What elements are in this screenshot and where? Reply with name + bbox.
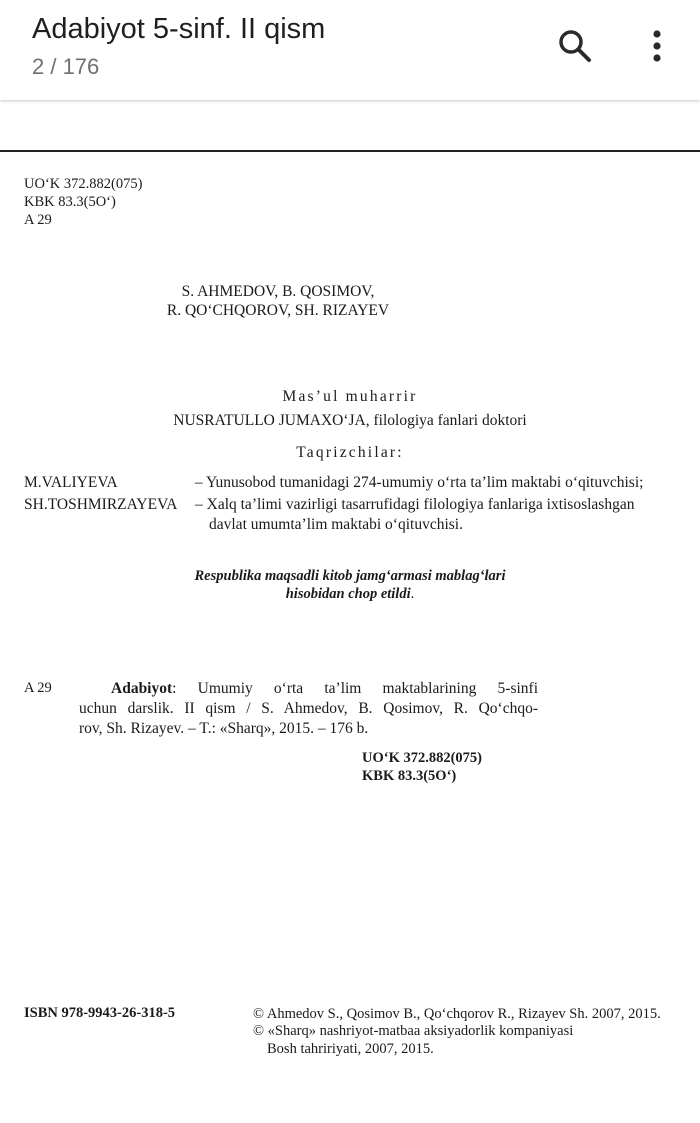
reviewer-2-desc: – Xalq ta’limi vazirligi tasarrufidagi filologiya fanlariga ixtisoslashgan: [195, 496, 635, 513]
app-bar: [0, 0, 700, 100]
catalog-line-1-rest: : Umumiy o‘rta ta’lim maktablarining 5-sinfi: [172, 680, 538, 697]
search-button[interactable]: [551, 22, 599, 70]
reviewer-1-desc: – Yunusobod tumanidagi 274-umumiy o‘rta ta’lim maktabi o‘qituvchisi;: [195, 474, 644, 491]
catalog-title: Adabiyot: [111, 680, 173, 697]
copyright-line-1: © Ahmedov S., Qosimov B., Qo‘chqorov R., Rizayev Sh. 2007, 2015.: [253, 1006, 661, 1022]
editor-title: , filologiya fanlari doktori: [365, 412, 527, 429]
top-catalog-code: A 29: [24, 212, 52, 228]
editor-heading: Mas’ul muharrir: [282, 388, 418, 405]
funding-period: .: [410, 586, 415, 602]
bottom-bbk-code: KBK 83.3(5O‘): [362, 768, 457, 784]
document-title: Adabiyot 5-sinf. II qism: [32, 13, 326, 45]
catalog-code: A 29: [24, 680, 52, 696]
more-options-button[interactable]: [633, 22, 681, 70]
catalog-line-3: rov, Sh. Rizayev. – T.: «Sharq», 2015. – 176 b.: [79, 720, 369, 737]
bottom-udc-code: UO‘K 372.882(075): [362, 750, 483, 766]
copyright-line-2: © «Sharq» nashriyot-matbaa aksiyadorlik kompaniyasi: [253, 1023, 574, 1039]
reviewer-2-desc-cont: davlat umumta’lim maktabi o‘qituvchisi.: [209, 516, 463, 533]
editor-name: NUSRATULLO JUMAXO‘JA: [173, 412, 366, 429]
authors-line-2: R. QO‘CHQOROV, SH. RIZAYEV: [166, 302, 390, 319]
funding-text: hisobidan chop etildi: [285, 586, 411, 602]
copyright-line-3: Bosh tahririyati, 2007, 2015.: [267, 1041, 434, 1057]
page-top-rule: [0, 150, 700, 152]
editor-line: [0, 411, 700, 430]
funding-line-2: [0, 585, 700, 603]
catalog-line-1: [111, 679, 538, 698]
funding-line-1: Respublika maqsadli kitob jamg‘armasi mablag‘lari: [194, 568, 506, 584]
isbn: ISBN 978-9943-26-318-5: [24, 1005, 176, 1021]
reviewers-heading: Taqrizchilar:: [296, 444, 404, 461]
reviewer-1-name: M.VALIYEVA: [24, 474, 118, 491]
authors-line-1: S. AHMEDOV, B. QOSIMOV,: [181, 283, 375, 300]
catalog-line-2: uchun darslik. II qism / S. Ahmedov, B. Qosimov, R. Qo‘chqo-: [79, 700, 538, 717]
top-udc-code: UO‘K 372.882(075): [24, 176, 143, 192]
reviewer-2-name: SH.TOSHMIRZAYEVA: [24, 496, 178, 513]
page-indicator: 2 / 176: [32, 54, 100, 79]
search-icon: [557, 28, 593, 64]
document-page[interactable]: [0, 100, 700, 1123]
more-vert-icon: [651, 28, 663, 64]
top-bbk-code: KBK 83.3(5O‘): [24, 194, 116, 210]
